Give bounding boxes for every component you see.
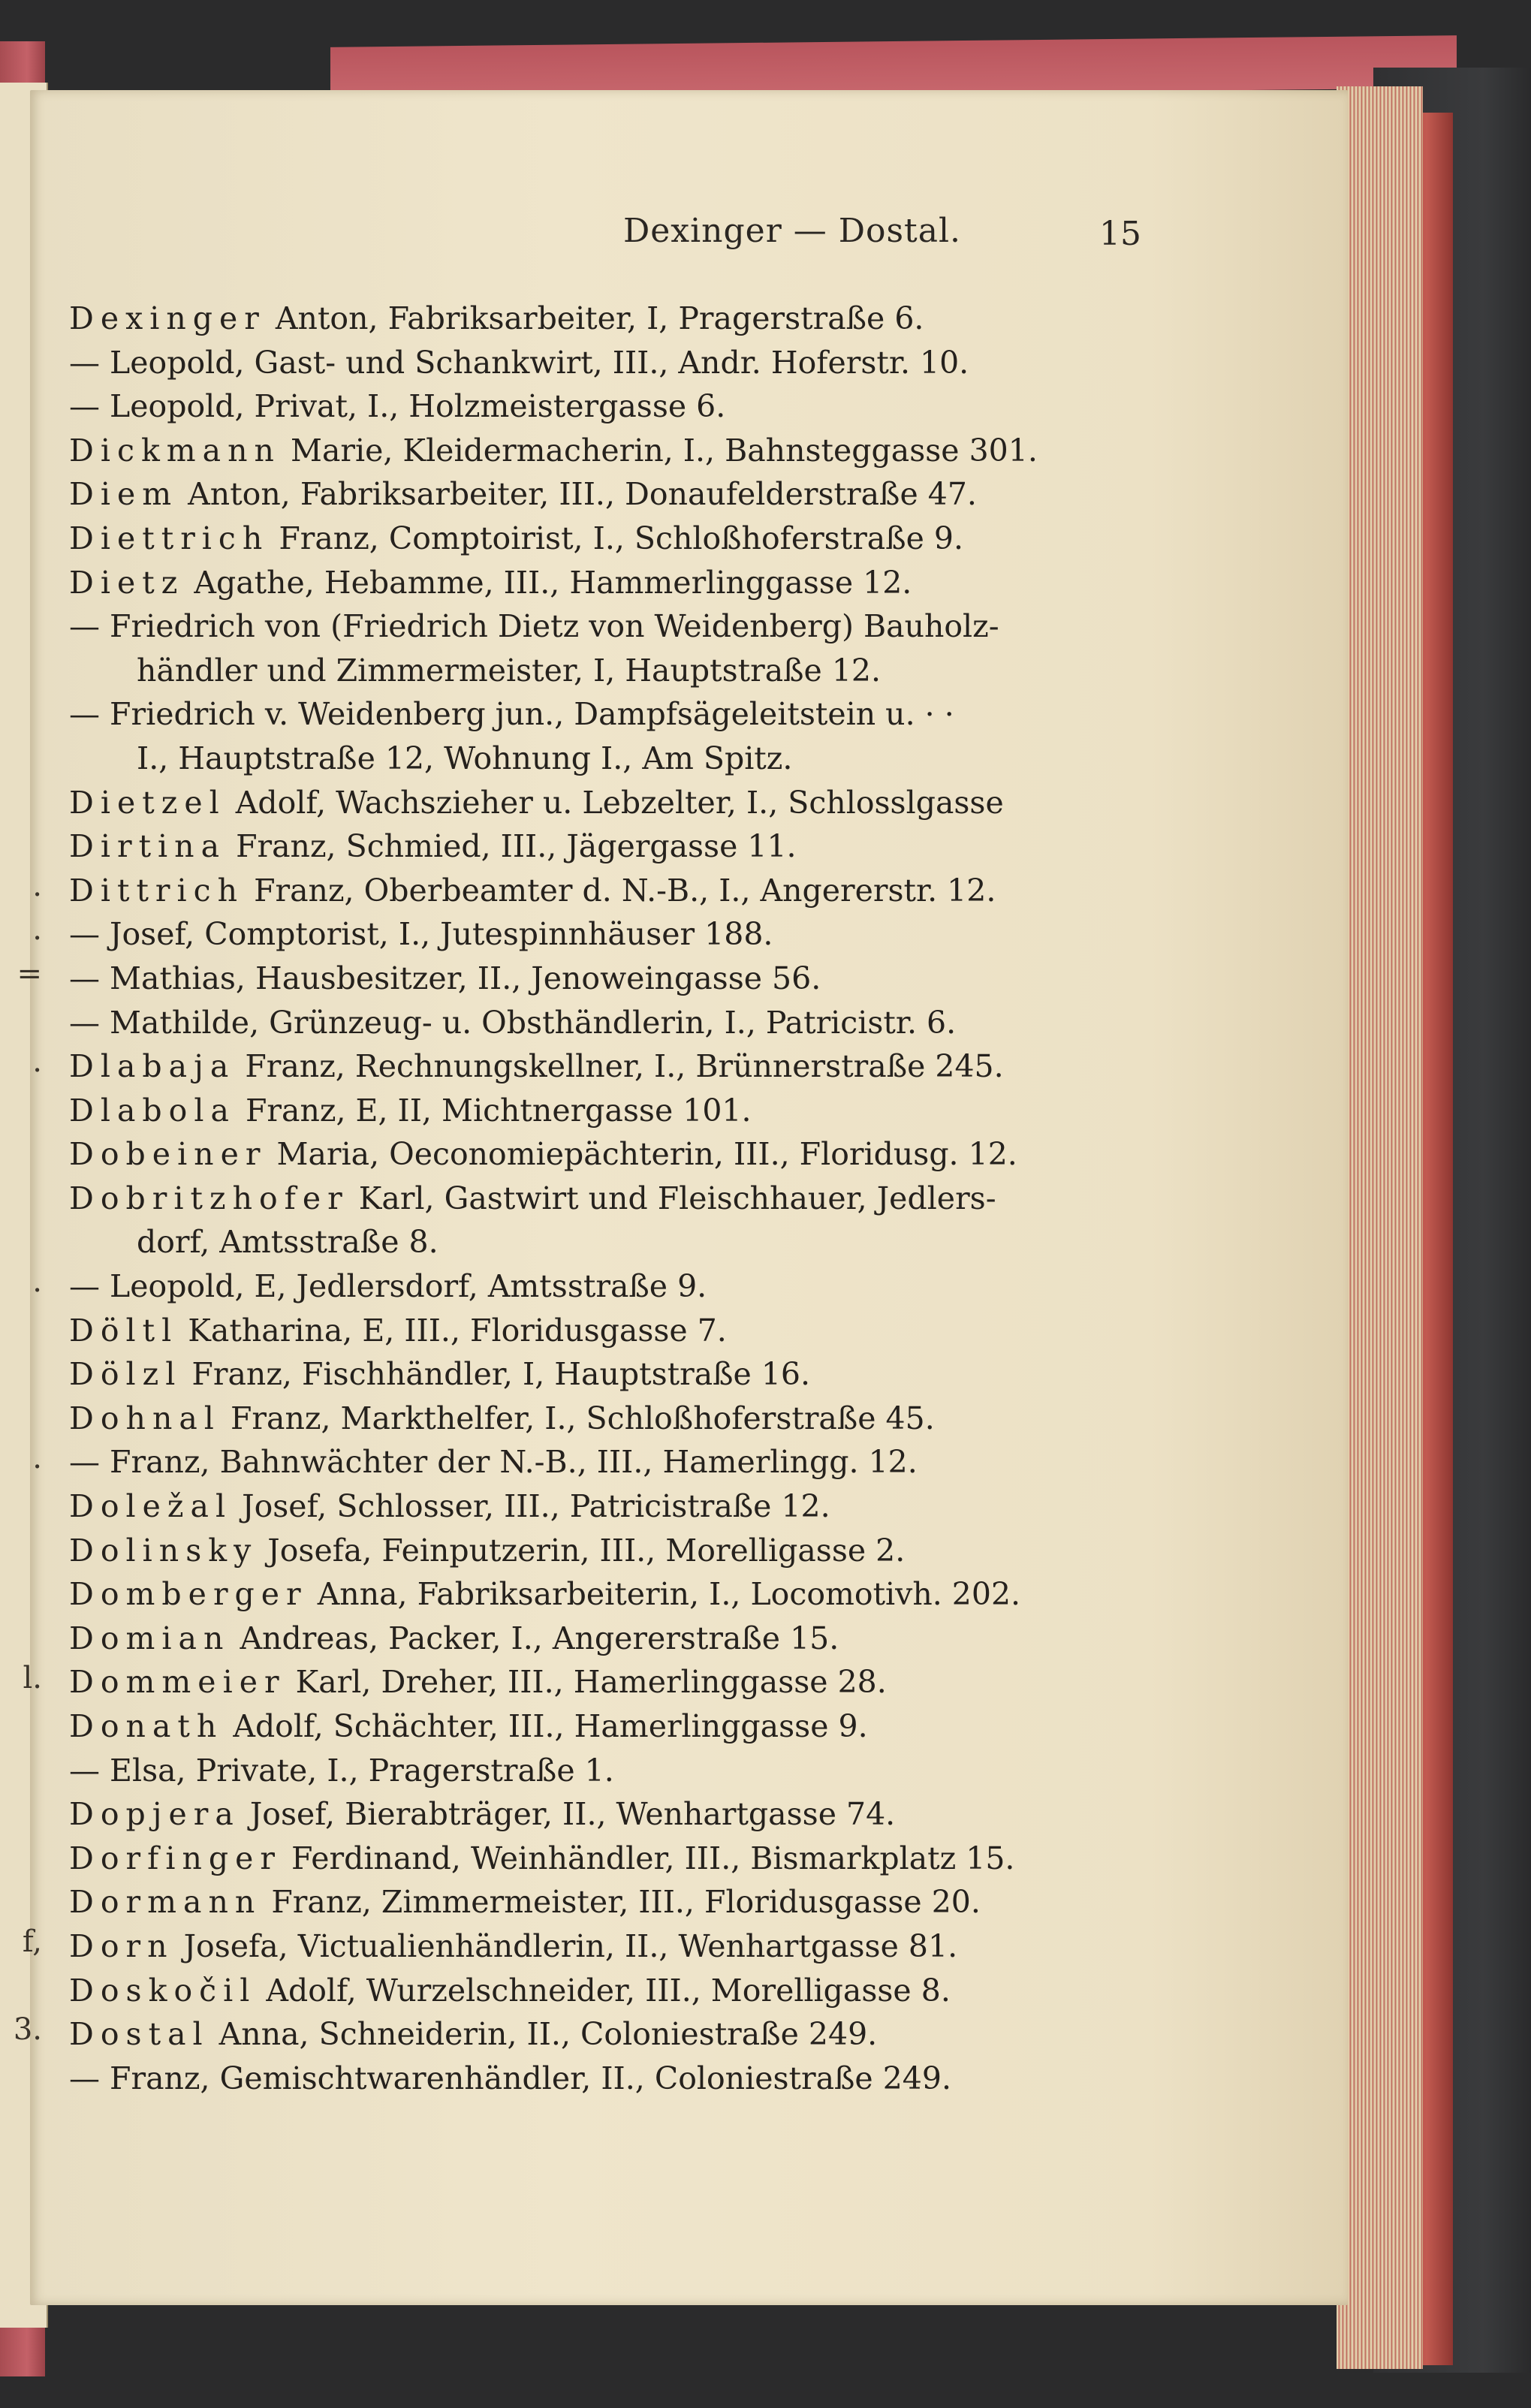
directory-entry [69, 957, 1135, 1001]
entry-text: Franz, Rechnungskellner, I., Brünnerstraße 245. [235, 1048, 1004, 1085]
entry-surname: Dohnal [69, 1400, 221, 1436]
entry-text: Anna, Fabriksarbeiterin, I., Locomotivh. 202. [307, 1576, 1021, 1613]
entry-surname: Doležal [69, 1488, 233, 1525]
entry-text: — Friedrich v. Weidenberg jun., Dampfsägeleitstein u. · · [69, 696, 954, 733]
directory-entry [69, 781, 1135, 825]
entry-surname: Döltl [69, 1312, 179, 1349]
directory-entry [69, 384, 1135, 429]
directory-entry [69, 517, 1135, 561]
page-number: 15 [1099, 215, 1141, 253]
entry-surname: Dölzl [69, 1356, 182, 1393]
directory-entry [69, 912, 1135, 957]
directory-entry [69, 1704, 1135, 1749]
entry-text: Adolf, Wurzelschneider, III., Morelligasse 8. [256, 1972, 951, 2009]
entry-surname: Domian [69, 1620, 231, 1656]
entry-surname: Dietzel [69, 784, 226, 821]
entry-surname: Diettrich [69, 520, 270, 556]
directory-entry [69, 1484, 1135, 1529]
previous-page-fragment: . [32, 912, 42, 948]
entry-text: Katharina, E, III., Floridusgasse 7. [178, 1312, 727, 1349]
entry-surname: Dickmann [69, 432, 281, 469]
entry-text: Josefa, Victualienhändlerin, II., Wenhartgasse 81. [173, 1927, 958, 1964]
entry-text: Franz, Schmied, III., Jägergasse 11. [226, 828, 797, 865]
directory-entry [69, 649, 1135, 693]
directory-entry [69, 1352, 1135, 1397]
directory-entry [69, 1089, 1135, 1133]
entry-surname: Dostal [69, 2016, 209, 2053]
entry-text: Marie, Kleidermacherin, I., Bahnsteggasse 301. [280, 432, 1038, 469]
entry-surname: Dirtina [69, 828, 227, 865]
previous-page-fragment: = [17, 957, 42, 991]
entry-surname: Dorn [69, 1927, 174, 1964]
directory-entry [69, 472, 1135, 517]
directory-entry [69, 2057, 1135, 2101]
entry-text: Franz, E, II, Michtnergasse 101. [235, 1092, 752, 1129]
previous-page-fragment: . [32, 1440, 42, 1475]
entry-text: — Leopold, Privat, I., Holzmeistergasse 6. [69, 388, 726, 425]
entry-text: Agathe, Hebamme, III., Hammerlinggasse 12. [184, 564, 912, 601]
directory-entry [69, 824, 1135, 869]
directory-entry [69, 1001, 1135, 1045]
running-header: Dexinger — Dostal. [622, 212, 962, 250]
entry-text: — Leopold, E, Jedlersdorf, Amtsstraße 9. [69, 1268, 707, 1305]
entry-text: händler und Zimmermeister, I, Hauptstraße 12. [137, 652, 882, 689]
entry-surname: Dobritzhofer [69, 1180, 349, 1216]
entry-surname: Diem [69, 476, 179, 513]
entry-text: — Franz, Gemischtwarenhändler, II., Coloniestraße 249. [69, 2060, 951, 2096]
entry-text: Franz, Markthelfer, I., Schloßhoferstraße 45. [220, 1400, 935, 1436]
entry-text: Anna, Schneiderin, II., Coloniestraße 249. [209, 2016, 878, 2053]
entry-text: Adolf, Wachszieher u. Lebzelter, I., Schlosslgasse [225, 784, 1004, 821]
entry-text: Franz, Comptoirist, I., Schloßhoferstraße 9. [269, 520, 964, 556]
entry-text: Josefa, Feinputzerin, III., Morelligasse 2. [258, 1532, 906, 1569]
directory-entries [69, 297, 1135, 2100]
entry-surname: Dittrich [69, 872, 245, 909]
entry-text: Karl, Dreher, III., Hamerlinggasse 28. [285, 1664, 887, 1701]
entry-surname: Dommeier [69, 1664, 286, 1701]
entry-surname: Dlabaja [69, 1048, 236, 1085]
previous-page-fragment: . [32, 868, 42, 903]
entry-text: Adolf, Schächter, III., Hamerlinggasse 9. [223, 1708, 868, 1744]
directory-entry [69, 1132, 1135, 1177]
entry-surname: Dietz [69, 564, 185, 601]
entry-surname: Donath [69, 1708, 224, 1744]
directory-entry [69, 1044, 1135, 1089]
previous-page-fragment: . [32, 1264, 42, 1300]
entry-surname: Dolinsky [69, 1532, 258, 1569]
entry-text: — Leopold, Gast- und Schankwirt, III., Andr. Hoferstr. 10. [69, 344, 969, 381]
previous-page-fragment: 3. [13, 2012, 42, 2048]
entry-text: Maria, Oeconomiepächterin, III., Floridusg. 12. [267, 1136, 1017, 1173]
directory-entry [69, 429, 1135, 473]
directory-entry [69, 737, 1135, 781]
directory-entry [69, 341, 1135, 385]
directory-entry [69, 1264, 1135, 1309]
directory-entry [69, 1924, 1135, 1969]
entry-text: Franz, Fischhändler, I, Hauptstraße 16. [182, 1356, 811, 1393]
directory-entry [69, 1749, 1135, 1793]
entry-surname: Doskočil [69, 1972, 257, 2009]
directory-entry [69, 1792, 1135, 1837]
entry-text: Josef, Schlosser, III., Patricistraße 12. [232, 1488, 830, 1525]
previous-page-fragment: f, [22, 1924, 42, 1960]
directory-entry [69, 869, 1135, 913]
entry-text: Franz, Oberbeamter d. N.-B., I., Angererstr. 12. [244, 872, 996, 909]
directory-entry [69, 692, 1135, 737]
entry-text: Ferdinand, Weinhändler, III., Bismarkplatz 15. [281, 1840, 1015, 1876]
entry-surname: Dorfinger [69, 1840, 282, 1876]
entry-surname: Dormann [69, 1884, 262, 1921]
entry-text: — Elsa, Private, I., Pragerstraße 1. [69, 1752, 614, 1789]
previous-page-fragment: . [32, 1044, 42, 1080]
entry-text: — Friedrich von (Friedrich Dietz von Weidenberg) Bauholz- [69, 608, 999, 645]
directory-entry [69, 1177, 1135, 1221]
directory-entry [69, 1617, 1135, 1661]
entry-text: — Mathias, Hausbesitzer, II., Jenoweingasse 56. [69, 960, 821, 996]
entry-text: I., Hauptstraße 12, Wohnung I., Am Spitz. [137, 740, 793, 776]
entry-surname: Domberger [69, 1576, 308, 1613]
entry-surname: Dexinger [69, 300, 266, 336]
directory-entry [69, 1572, 1135, 1617]
entry-surname: Dlabola [69, 1092, 236, 1129]
directory-entry [69, 1220, 1135, 1264]
entry-surname: Dobeiner [69, 1136, 267, 1173]
directory-entry [69, 1880, 1135, 1924]
directory-entry [69, 1397, 1135, 1441]
entry-surname: Dopjera [69, 1796, 240, 1833]
entry-text: Franz, Zimmermeister, III., Floridusgasse 20. [261, 1884, 981, 1921]
previous-page-fragment: l. [23, 1660, 42, 1695]
directory-entry [69, 604, 1135, 649]
page-block-edges [1337, 86, 1423, 2369]
directory-entry [69, 1529, 1135, 1573]
entry-text: — Josef, Comptorist, I., Jutespinnhäuser 188. [69, 916, 773, 953]
directory-entry [69, 2012, 1135, 2057]
directory-entry [69, 1309, 1135, 1353]
directory-entry [69, 1969, 1135, 2013]
entry-text: Andreas, Packer, I., Angererstraße 15. [230, 1620, 839, 1656]
directory-entry [69, 561, 1135, 605]
entry-text: Karl, Gastwirt und Fleischhauer, Jedlers- [348, 1180, 996, 1216]
entry-text: Josef, Bierabträger, II., Wenhartgasse 74. [240, 1796, 896, 1833]
entry-text: Anton, Fabriksarbeiter, III., Donaufelderstraße 47. [178, 476, 977, 513]
directory-entry [69, 1440, 1135, 1484]
directory-entry [69, 1660, 1135, 1704]
entry-text: Anton, Fabriksarbeiter, I, Pragerstraße 6. [265, 300, 924, 336]
directory-entry [69, 1837, 1135, 1881]
entry-text: — Franz, Bahnwächter der N.-B., III., Hamerlingg. 12. [69, 1444, 918, 1481]
directory-entry [69, 297, 1135, 341]
previous-page-margin [0, 0, 45, 2408]
entry-text: dorf, Amtsstraße 8. [137, 1224, 439, 1261]
entry-text: — Mathilde, Grünzeug- u. Obsthändlerin, I., Patricistr. 6. [69, 1004, 957, 1041]
